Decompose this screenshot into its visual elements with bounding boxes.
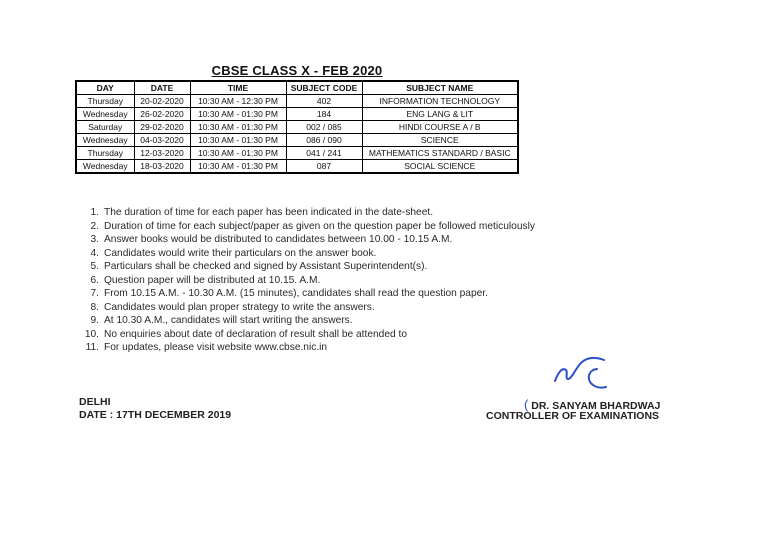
list-item bbox=[79, 260, 535, 274]
exam-schedule-table bbox=[75, 80, 519, 174]
header-day: DAY bbox=[76, 81, 134, 95]
cell-date: 26-02-2020 bbox=[134, 108, 190, 121]
cell-date: 18-03-2020 bbox=[134, 160, 190, 174]
cell-date: 20-02-2020 bbox=[134, 95, 190, 108]
list-item-number: 11. bbox=[85, 342, 99, 353]
table-row bbox=[76, 108, 518, 121]
list-item bbox=[79, 247, 535, 261]
table-row bbox=[76, 121, 518, 134]
cell-subject-name: ENG LANG & LIT bbox=[362, 108, 518, 121]
issue-date: DATE : 17TH DECEMBER 2019 bbox=[79, 409, 232, 421]
cell-time: 10:30 AM - 01:30 PM bbox=[190, 108, 286, 121]
list-item-text: Duration of time for each subject/paper as given on the question paper be followed meticulously bbox=[104, 220, 535, 232]
cell-day: Wednesday bbox=[76, 160, 134, 174]
signature-mark bbox=[550, 348, 610, 392]
cell-subject-name: INFORMATION TECHNOLOGY bbox=[362, 95, 518, 108]
table-row bbox=[76, 134, 518, 147]
cell-day: Wednesday bbox=[76, 108, 134, 121]
list-item-number: 7. bbox=[90, 288, 99, 299]
list-item bbox=[79, 206, 535, 220]
cell-subject-code: 041 / 241 bbox=[286, 147, 362, 160]
list-item-text: Question paper will be distributed at 10.15. A.M. bbox=[104, 274, 321, 286]
header-subject-code: SUBJECT CODE bbox=[286, 81, 362, 95]
list-item-number: 5. bbox=[90, 261, 99, 272]
cell-subject-code: 086 / 090 bbox=[286, 134, 362, 147]
cell-day: Saturday bbox=[76, 121, 134, 134]
table-header-row bbox=[76, 81, 518, 95]
list-item bbox=[79, 233, 535, 247]
table-row bbox=[76, 95, 518, 108]
list-item-text: The duration of time for each paper has been indicated in the date-sheet. bbox=[104, 207, 434, 218]
list-item bbox=[79, 328, 535, 342]
cell-day: Thursday bbox=[76, 95, 134, 108]
cell-subject-code: 002 / 085 bbox=[286, 121, 362, 134]
list-item bbox=[79, 341, 535, 355]
list-item-text: Particulars shall be checked and signed by Assistant Superintendent(s). bbox=[104, 261, 428, 272]
instructions-list bbox=[79, 206, 535, 355]
cell-time: 10:30 AM - 01:30 PM bbox=[190, 121, 286, 134]
list-item-text: Candidates would write their particulars on the answer book. bbox=[104, 247, 377, 259]
cell-date: 29-02-2020 bbox=[134, 121, 190, 134]
table-row bbox=[76, 147, 518, 160]
cell-subject-code: 402 bbox=[286, 95, 362, 108]
list-item-number: 1. bbox=[90, 207, 99, 218]
header-time: TIME bbox=[190, 81, 286, 95]
cell-subject-code: 087 bbox=[286, 160, 362, 174]
header-subject-name: SUBJECT NAME bbox=[362, 81, 518, 95]
list-item-number: 9. bbox=[90, 315, 99, 326]
cell-date: 04-03-2020 bbox=[134, 134, 190, 147]
cell-time: 10:30 AM - 01:30 PM bbox=[190, 160, 286, 174]
signatory-designation: CONTROLLER OF EXAMINATIONS bbox=[486, 410, 660, 422]
list-item bbox=[79, 287, 535, 301]
cell-subject-name: SCIENCE bbox=[362, 134, 518, 147]
cell-day: Thursday bbox=[76, 147, 134, 160]
place-label: DELHI bbox=[79, 396, 111, 408]
list-item-text: At 10.30 A.M., candidates will start writing the answers. bbox=[104, 315, 353, 326]
list-item-number: 8. bbox=[90, 301, 99, 313]
list-item bbox=[79, 314, 535, 328]
cell-time: 10:30 AM - 01:30 PM bbox=[190, 147, 286, 160]
list-item-text: Candidates would plan proper strategy to write the answers. bbox=[104, 301, 375, 313]
list-item bbox=[79, 301, 535, 315]
signatory-paren: ( bbox=[524, 397, 529, 412]
cell-subject-name: SOCIAL SCIENCE bbox=[362, 160, 518, 174]
list-item-number: 3. bbox=[90, 234, 99, 245]
cell-subject-name: MATHEMATICS STANDARD / BASIC bbox=[362, 147, 518, 160]
signatory-name-text: DR. SANYAM BHARDWAJ bbox=[531, 400, 661, 412]
list-item bbox=[79, 220, 535, 234]
cell-subject-name: HINDI COURSE A / B bbox=[362, 121, 518, 134]
list-item bbox=[79, 274, 535, 288]
list-item-text: Answer books would be distributed to candidates between 10.00 - 10.15 A.M. bbox=[104, 234, 453, 245]
cell-time: 10:30 AM - 01:30 PM bbox=[190, 134, 286, 147]
list-item-number: 6. bbox=[90, 274, 99, 286]
header-date: DATE bbox=[134, 81, 190, 95]
list-item-text: From 10.15 A.M. - 10.30 A.M. (15 minutes), candidates shall read the question paper. bbox=[104, 288, 488, 299]
list-item-text: No enquiries about date of declaration of result shall be attended to bbox=[104, 328, 407, 340]
list-item-number: 10. bbox=[84, 328, 99, 340]
document-title: CBSE CLASS X - FEB 2020 bbox=[211, 63, 383, 78]
cell-subject-code: 184 bbox=[286, 108, 362, 121]
list-item-number: 2. bbox=[90, 220, 99, 232]
cell-date: 12-03-2020 bbox=[134, 147, 190, 160]
list-item-number: 4. bbox=[90, 247, 99, 259]
list-item-text: For updates, please visit website www.cbse.nic.in bbox=[104, 342, 328, 353]
table-row bbox=[76, 160, 518, 174]
cell-day: Wednesday bbox=[76, 134, 134, 147]
cell-time: 10:30 AM - 12:30 PM bbox=[190, 95, 286, 108]
